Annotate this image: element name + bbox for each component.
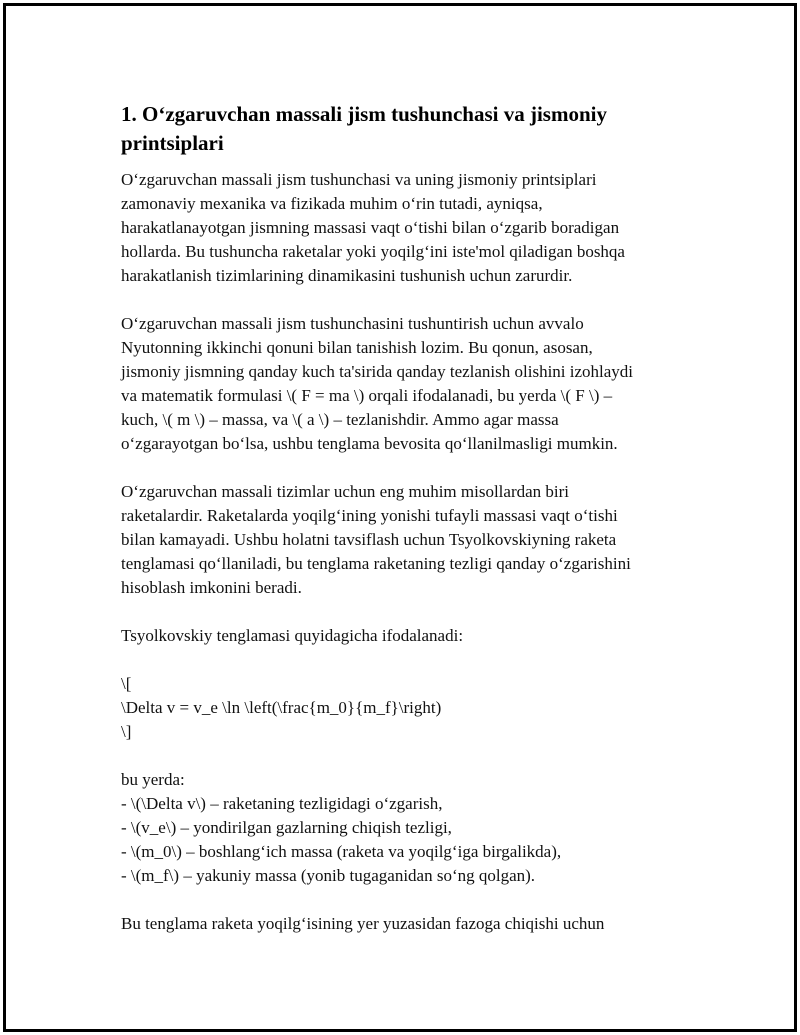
text-line: Nyutonning ikkinchi qonuni bilan tanishish lozim. Bu qonun, asosan,	[121, 338, 593, 357]
text-line: harakatlanish tizimlarining dinamikasini tushunish uchun zarurdir.	[121, 266, 573, 285]
paragraph-final	[121, 912, 691, 936]
text-line: Bu tenglama raketa yoqilg‘isining yer yuzasidan fazoga chiqishi uchun	[121, 914, 605, 933]
definition-item: - \(m_0\) – boshlang‘ich massa (raketa va yoqilg‘iga birgalikda),	[121, 842, 562, 861]
page-frame	[3, 3, 797, 1032]
text-line: bilan kamayadi. Ushbu holatni tavsiflash uchun Tsyolkovskiyning raketa	[121, 530, 617, 549]
definition-item: - \(\Delta v\) – raketaning tezligidagi o‘zgarish,	[121, 794, 443, 813]
paragraph-newton-law	[121, 312, 691, 456]
text-line: O‘zgaruvchan massali tizimlar uchun eng muhim misollardan biri	[121, 482, 570, 501]
variable-definitions	[121, 768, 691, 888]
equation-block	[121, 672, 691, 744]
paragraph-rockets	[121, 480, 691, 600]
paragraph-equation-intro	[121, 624, 691, 648]
text-line: hollarda. Bu tushuncha raketalar yoki yoqilg‘ini iste'mol qiladigan boshqa	[121, 242, 625, 261]
equation-close-line: \]	[121, 722, 132, 741]
text-line: O‘zgaruvchan massali jism tushunchasini tushuntirish uchun avvalo	[121, 314, 584, 333]
equation-open-line: \[	[121, 674, 132, 693]
text-line: harakatlanayotgan jismning massasi vaqt o‘tishi bilan o‘zgarib boradigan	[121, 218, 620, 237]
equation-line: \Delta v = v_e \ln \left(\frac{m_0}{m_f}\right)	[121, 698, 442, 717]
document-body	[121, 100, 691, 960]
definition-item: - \(v_e\) – yondirilgan gazlarning chiqish tezligi,	[121, 818, 452, 837]
text-line: O‘zgaruvchan massali jism tushunchasi va uning jismoniy printsiplari	[121, 170, 597, 189]
text-line: Tsyolkovskiy tenglamasi quyidagicha ifodalanadi:	[121, 626, 464, 645]
text-line: jismoniy jismning qanday kuch ta'sirida qanday tezlanish olishini izohlaydi	[121, 362, 634, 381]
text-line: zamonaviy mexanika va fizikada muhim o‘rin tutadi, ayniqsa,	[121, 194, 543, 213]
text-line: hisoblash imkonini beradi.	[121, 578, 302, 597]
text-line: o‘zgarayotgan bo‘lsa, ushbu tenglama bevosita qo‘llanilmasligi mumkin.	[121, 434, 618, 453]
text-line: va matematik formulasi \( F = ma \) orqali ifodalanadi, bu yerda \( F \) –	[121, 386, 613, 405]
definitions-heading: bu yerda:	[121, 770, 185, 789]
definition-item: - \(m_f\) – yakuniy massa (yonib tugaganidan so‘ng qolgan).	[121, 866, 536, 885]
text-line: tenglamasi qo‘llaniladi, bu tenglama raketaning tezligi qanday o‘zgarishini	[121, 554, 631, 573]
paragraph-intro	[121, 168, 691, 288]
text-line: raketalardir. Raketalarda yoqilg‘ining yonishi tufayli massasi vaqt o‘tishi	[121, 506, 618, 525]
section-title: 1. O‘zgaruvchan massali jism tushunchasi va jismoniy printsiplari	[121, 102, 607, 155]
text-line: kuch, \( m \) – massa, va \( a \) – tezlanishdir. Ammo agar massa	[121, 410, 559, 429]
